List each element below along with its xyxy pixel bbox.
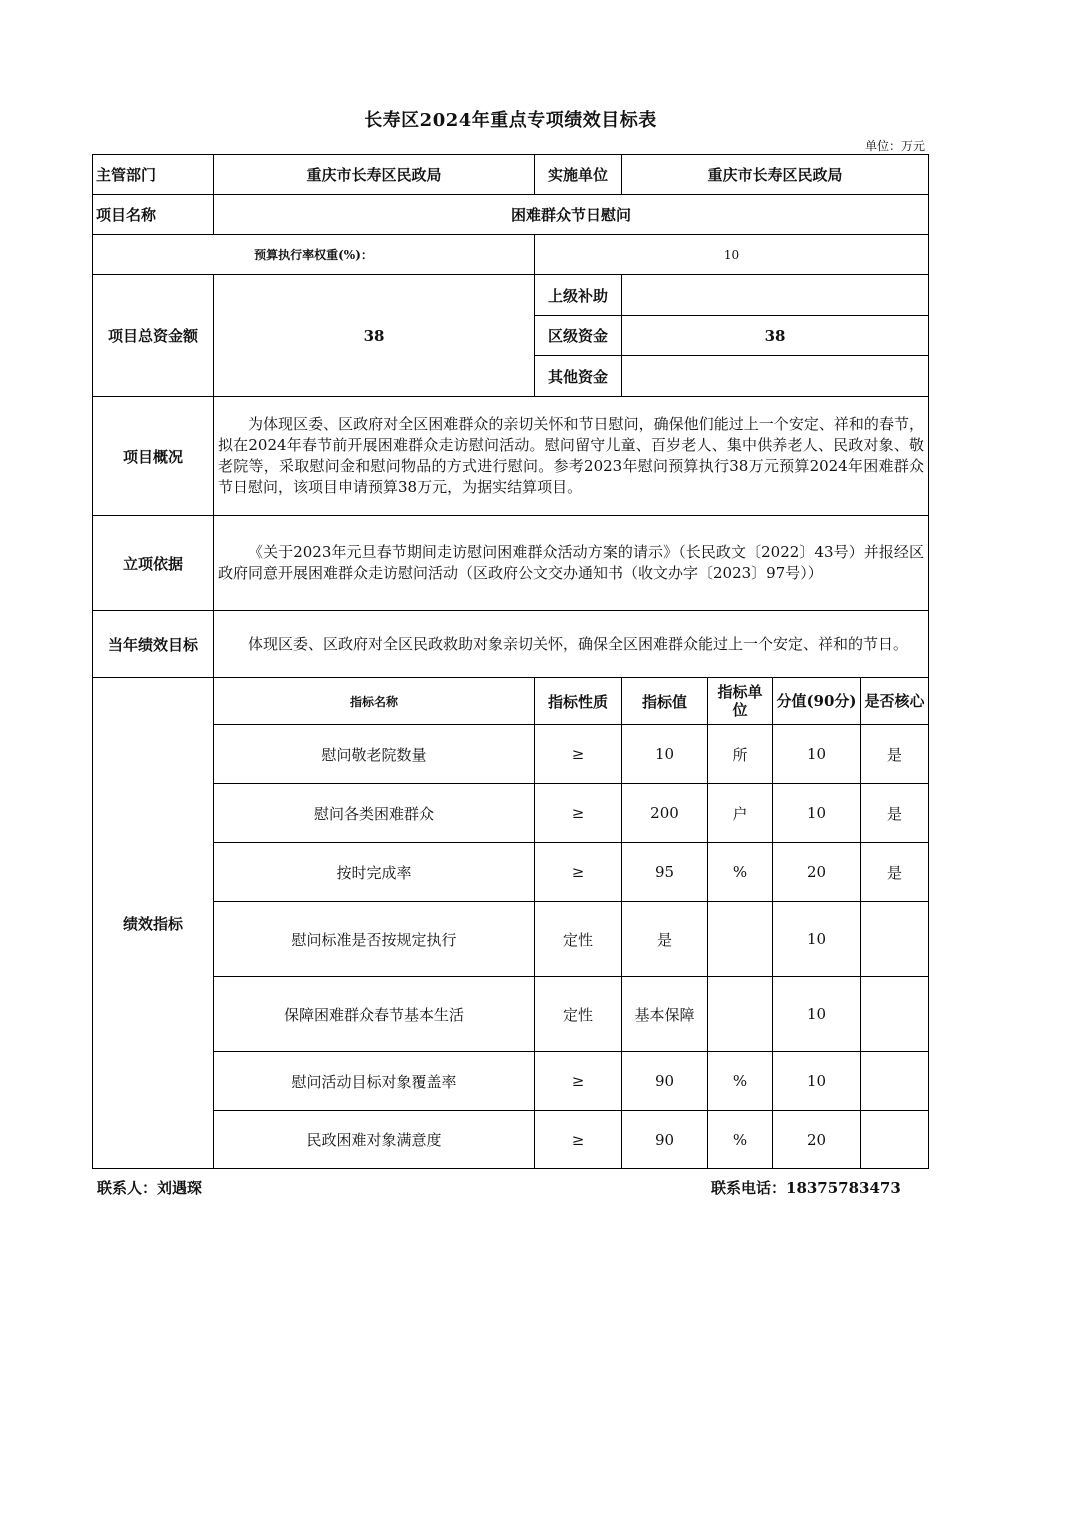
indicator-score: 10	[773, 725, 861, 784]
superior-value	[622, 275, 929, 316]
indicator-score: 10	[773, 784, 861, 843]
header-is-core: 是否核心	[861, 678, 929, 725]
dept-value: 重庆市长寿区民政局	[214, 155, 535, 195]
basis-label: 立项依据	[93, 516, 214, 611]
basis-text: 《关于2023年元旦春节期间走访慰问困难群众活动方案的请示》（长民政文〔2022〕43号）并报经区政府同意开展困难群众走访慰问活动（区政府公文交办通知书（收文办字〔2023〕97号））	[214, 516, 929, 611]
indicator-nature: ≥	[535, 1052, 622, 1111]
indicator-value: 200	[622, 784, 708, 843]
table-row	[93, 1111, 929, 1169]
indicator-name: 按时完成率	[214, 843, 535, 902]
indicator-nature: 定性	[535, 902, 622, 977]
header-indicator-value: 指标值	[622, 678, 708, 725]
dept-label: 主管部门	[93, 155, 214, 195]
overview-text: 为体现区委、区政府对全区困难群众的亲切关怀和节日慰问，确保他们能过上一个安定、祥和的春节，拟在2024年春节前开展困难群众走访慰问活动。慰问留守儿童、百岁老人、集中供养老人、民政对象、敬老院等，采取慰问金和慰问物品的方式进行慰问。参考2023年慰问预算执行38万元预算2024年困难群众节日慰问，该项目申请预算38万元，为据实结算项目。	[214, 397, 929, 516]
row-project-name	[93, 195, 929, 235]
header-indicator-nature: 指标性质	[535, 678, 622, 725]
indicator-header-row	[93, 678, 929, 725]
row-goal	[93, 611, 929, 678]
row-department	[93, 155, 929, 195]
indicator-name: 民政困难对象满意度	[214, 1111, 535, 1169]
indicator-unit	[708, 902, 773, 977]
indicator-core	[861, 1111, 929, 1169]
indicator-name: 慰问敬老院数量	[214, 725, 535, 784]
indicator-score: 20	[773, 843, 861, 902]
row-basis	[93, 516, 929, 611]
header-score: 分值(90分)	[773, 678, 861, 725]
budget-weight-label: 预算执行率权重(%)：	[93, 235, 535, 275]
unit-label: 单位：万元	[864, 139, 925, 153]
indicator-value: 95	[622, 843, 708, 902]
indicator-score: 10	[773, 1052, 861, 1111]
indicator-name: 慰问活动目标对象覆盖率	[214, 1052, 535, 1111]
indicator-unit	[708, 977, 773, 1052]
funds-total: 38	[214, 275, 535, 397]
contact-phone: 联系电话：18375783473	[711, 1179, 901, 1197]
indicator-nature: 定性	[535, 977, 622, 1052]
row-overview	[93, 397, 929, 516]
indicator-score: 10	[773, 977, 861, 1052]
header-indicator-name: 指标名称	[214, 678, 535, 725]
superior-label: 上级补助	[535, 275, 622, 316]
indicator-unit: 所	[708, 725, 773, 784]
indicator-core: 是	[861, 843, 929, 902]
overview-label: 项目概况	[93, 397, 214, 516]
indicator-unit: 户	[708, 784, 773, 843]
page-title: 长寿区2024年重点专项绩效目标表	[364, 110, 657, 131]
project-name-value: 困难群众节日慰问	[214, 195, 929, 235]
indicator-core: 是	[861, 725, 929, 784]
indicator-nature: ≥	[535, 1111, 622, 1169]
indicator-core	[861, 1052, 929, 1111]
district-label: 区级资金	[535, 316, 622, 356]
header-indicator-unit: 指标单位	[708, 678, 773, 725]
table-row	[93, 1052, 929, 1111]
indicator-value: 是	[622, 902, 708, 977]
row-budget-weight	[93, 235, 929, 275]
indicator-nature: ≥	[535, 784, 622, 843]
indicator-value: 基本保障	[622, 977, 708, 1052]
indicator-value: 10	[622, 725, 708, 784]
indicator-unit: %	[708, 1052, 773, 1111]
impl-value: 重庆市长寿区民政局	[622, 155, 929, 195]
indicator-value: 90	[622, 1052, 708, 1111]
indicator-name: 慰问各类困难群众	[214, 784, 535, 843]
indicators-label: 绩效指标	[93, 678, 214, 1169]
goal-label: 当年绩效目标	[93, 611, 214, 678]
project-name-label: 项目名称	[93, 195, 214, 235]
other-label: 其他资金	[535, 356, 622, 397]
budget-weight-value: 10	[535, 235, 929, 275]
impl-label: 实施单位	[535, 155, 622, 195]
funds-label: 项目总资金额	[93, 275, 214, 397]
table-row	[93, 784, 929, 843]
indicator-score: 20	[773, 1111, 861, 1169]
performance-table	[92, 154, 929, 1169]
table-row	[93, 977, 929, 1052]
table-row	[93, 725, 929, 784]
indicator-nature: ≥	[535, 725, 622, 784]
table-row	[93, 843, 929, 902]
table-row	[93, 902, 929, 977]
indicator-core	[861, 902, 929, 977]
district-value: 38	[622, 316, 929, 356]
indicator-score: 10	[773, 902, 861, 977]
indicator-unit: %	[708, 1111, 773, 1169]
contact-person: 联系人：刘遇琛	[97, 1179, 203, 1197]
indicator-value: 90	[622, 1111, 708, 1169]
indicator-name: 慰问标准是否按规定执行	[214, 902, 535, 977]
indicator-name: 保障困难群众春节基本生活	[214, 977, 535, 1052]
other-value	[622, 356, 929, 397]
goal-text: 体现区委、区政府对全区民政救助对象亲切关怀，确保全区困难群众能过上一个安定、祥和的节日。	[214, 611, 929, 678]
indicator-core	[861, 977, 929, 1052]
indicator-core: 是	[861, 784, 929, 843]
row-funds-superior	[93, 275, 929, 316]
indicator-unit: %	[708, 843, 773, 902]
indicator-nature: ≥	[535, 843, 622, 902]
